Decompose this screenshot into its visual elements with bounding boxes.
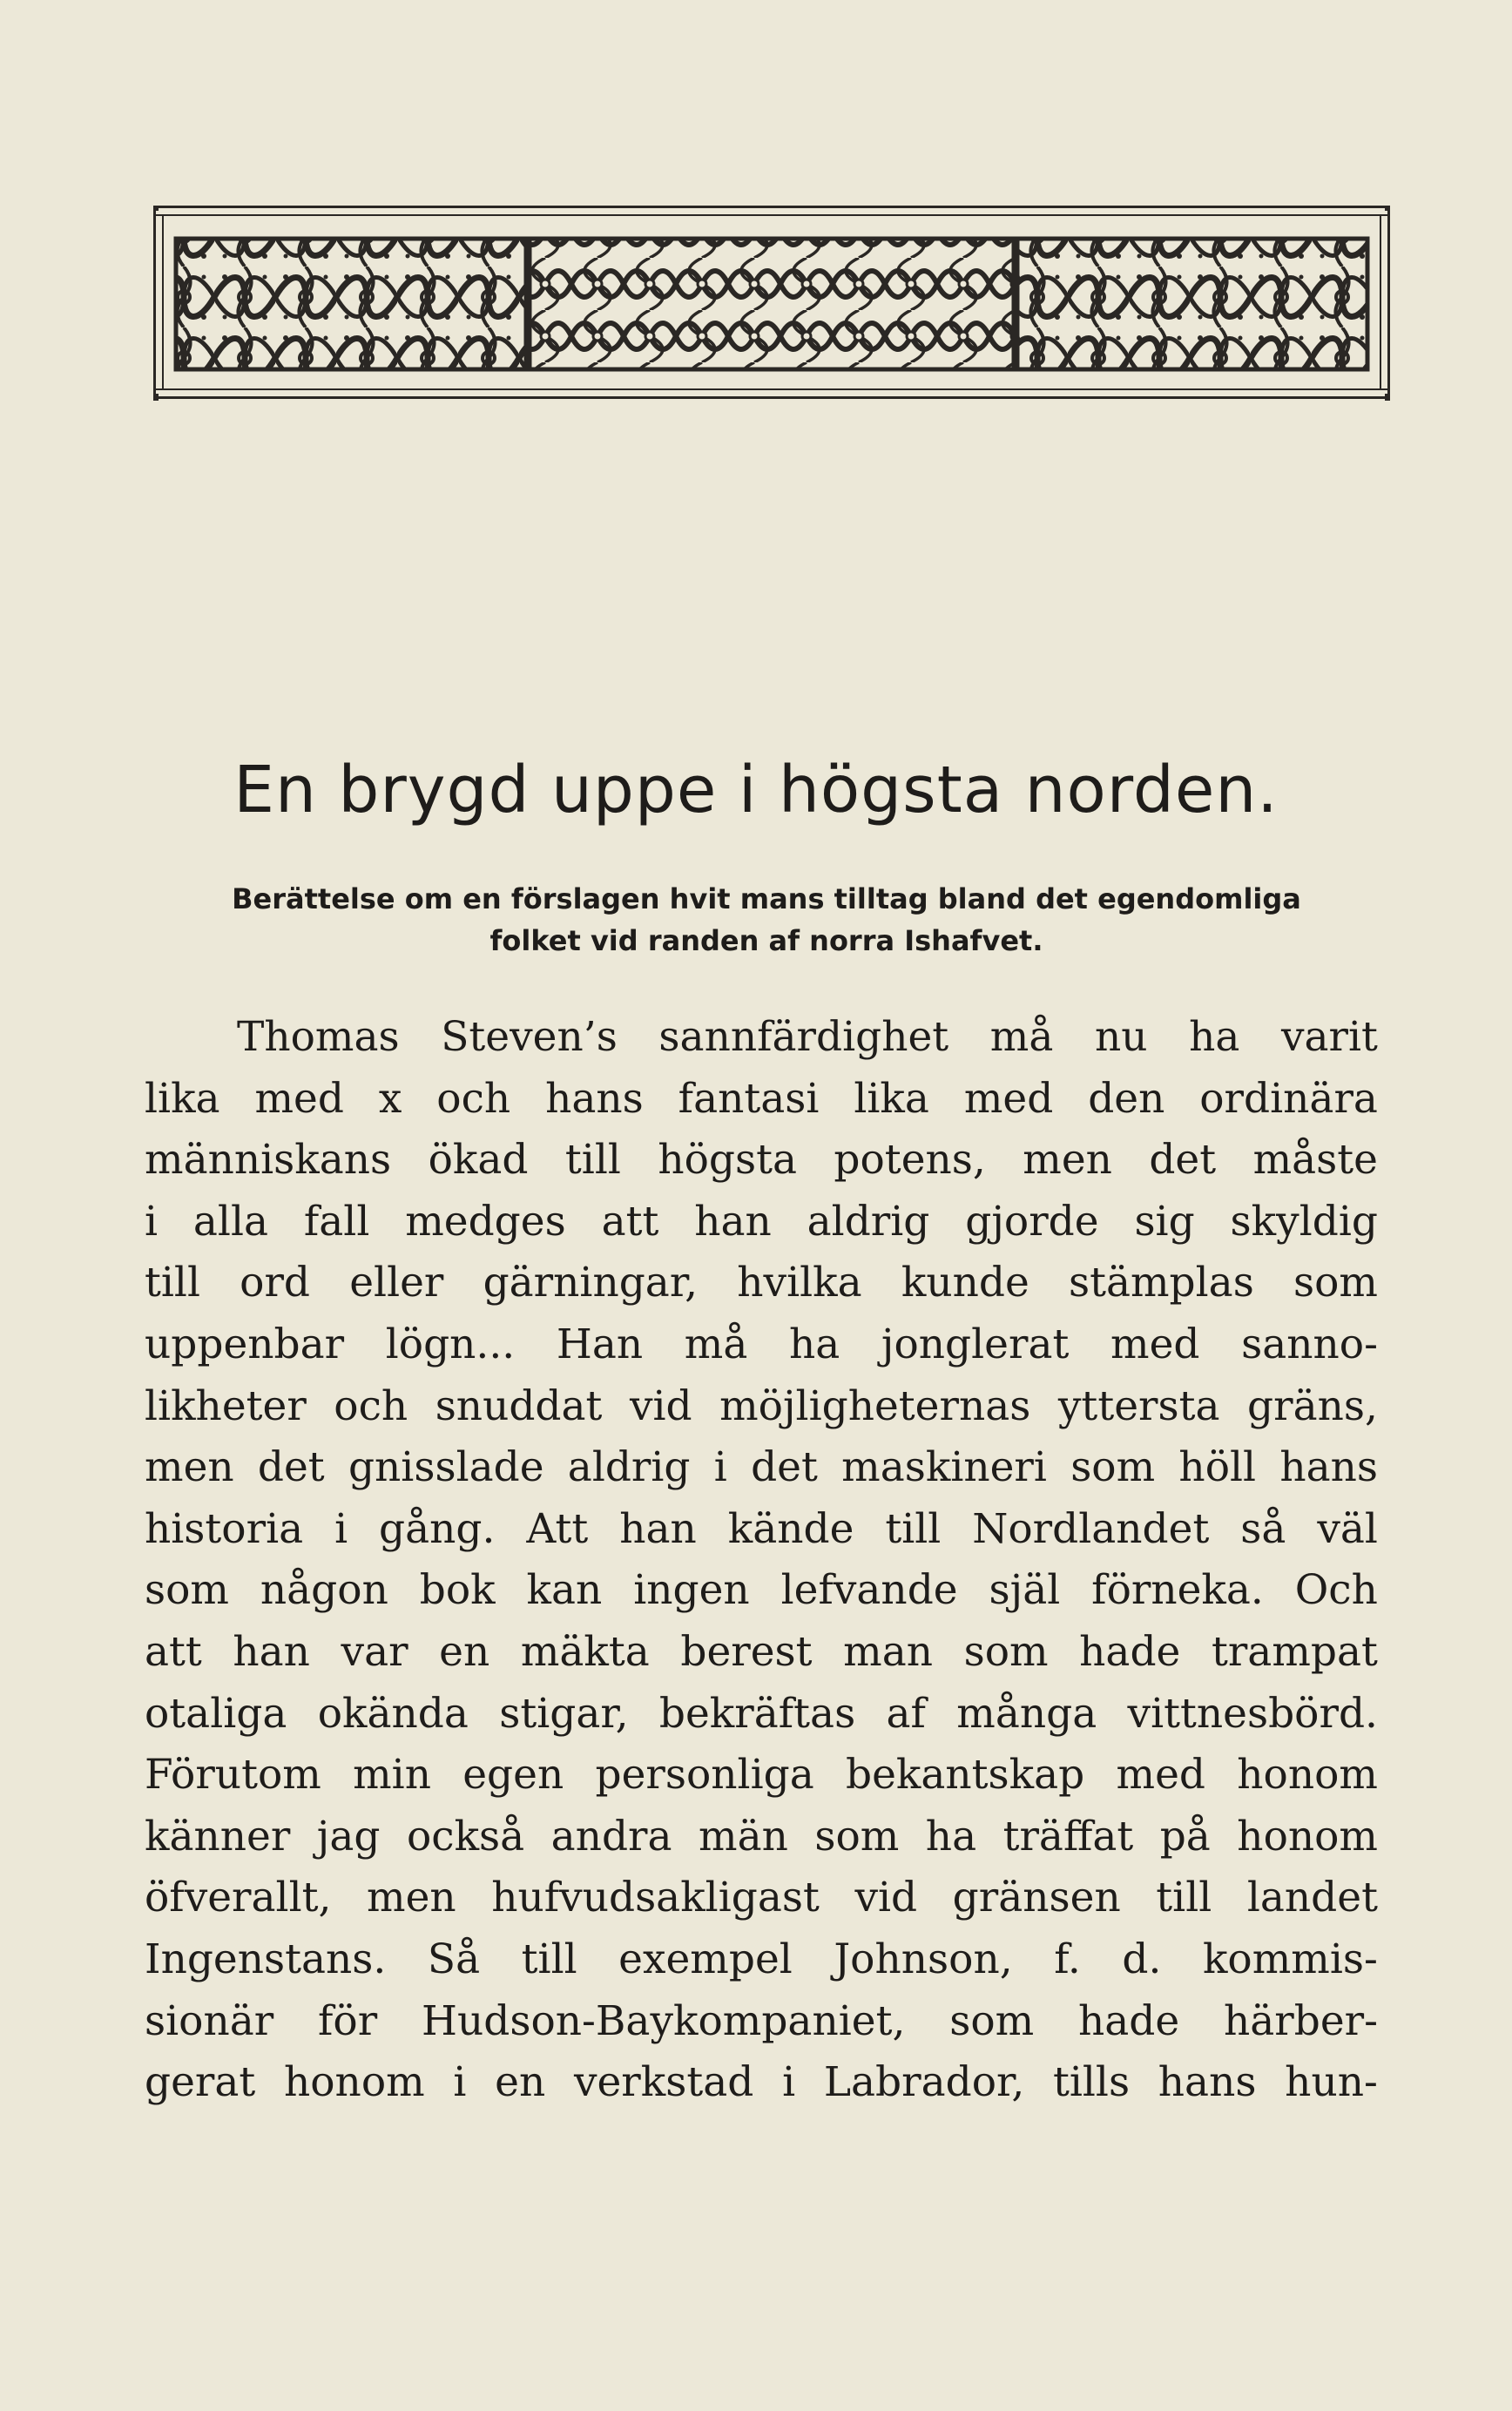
body-line: öfverallt, men hufvudsakligast vid gränsen till landet	[145, 1874, 1378, 1922]
subtitle-line: Berättelse om en förslagen hvit mans tilltag bland det egendomliga	[232, 882, 1301, 915]
body-line: lika med x och hans fantasi lika med den ordinära	[145, 1074, 1378, 1123]
body-line: i alla fall medges att han aldrig gjorde sig skyldig	[145, 1197, 1378, 1246]
body-line: Thomas Steven’s sannfärdighet må nu ha varit	[237, 1013, 1378, 1061]
chapter-title: En brygd uppe i högsta norden.	[233, 753, 1279, 827]
body-line: men det gnisslade aldrig i det maskineri som höll hans	[145, 1443, 1378, 1492]
body-line: känner jag också andra män som ha träffat på honom	[145, 1812, 1378, 1861]
body-line: Ingenstans. Så till exempel Johnson, f. d. kommis-	[145, 1935, 1378, 1983]
ornamental-header-band	[153, 206, 1390, 401]
ornament-graphic	[153, 206, 1390, 401]
body-line: människans ökad till högsta potens, men det måste	[145, 1136, 1378, 1185]
body-line: uppenbar lögn... Han må ha jonglerat med sanno-	[145, 1320, 1378, 1368]
body-line: att han var en mäkta berest man som hade trampat	[145, 1627, 1378, 1676]
body-line: Förutom min egen personliga bekantskap med honom	[145, 1751, 1378, 1800]
body-line: som någon bok kan ingen lefvande själ förneka. Och	[145, 1566, 1378, 1615]
body-line: gerat honom i en verkstad i Labrador, tills hans hun-	[145, 2058, 1378, 2107]
body-line: till ord eller gärningar, hvilka kunde stämplas som	[145, 1259, 1378, 1307]
body-line: otaliga okända stigar, bekräftas af många vittnesbörd.	[145, 1689, 1378, 1738]
body-line: likheter och snuddat vid möjligheternas yttersta gräns,	[145, 1381, 1378, 1430]
body-paragraph	[145, 1007, 1378, 2114]
chapter-subtitle	[157, 878, 1376, 962]
body-line: historia i gång. Att han kände till Nordlandet så väl	[145, 1504, 1378, 1553]
subtitle-line: folket vid randen af norra Ishafvet.	[489, 924, 1043, 957]
body-line: sionär för Hudson-Baykompaniet, som hade härber-	[145, 1996, 1378, 2045]
